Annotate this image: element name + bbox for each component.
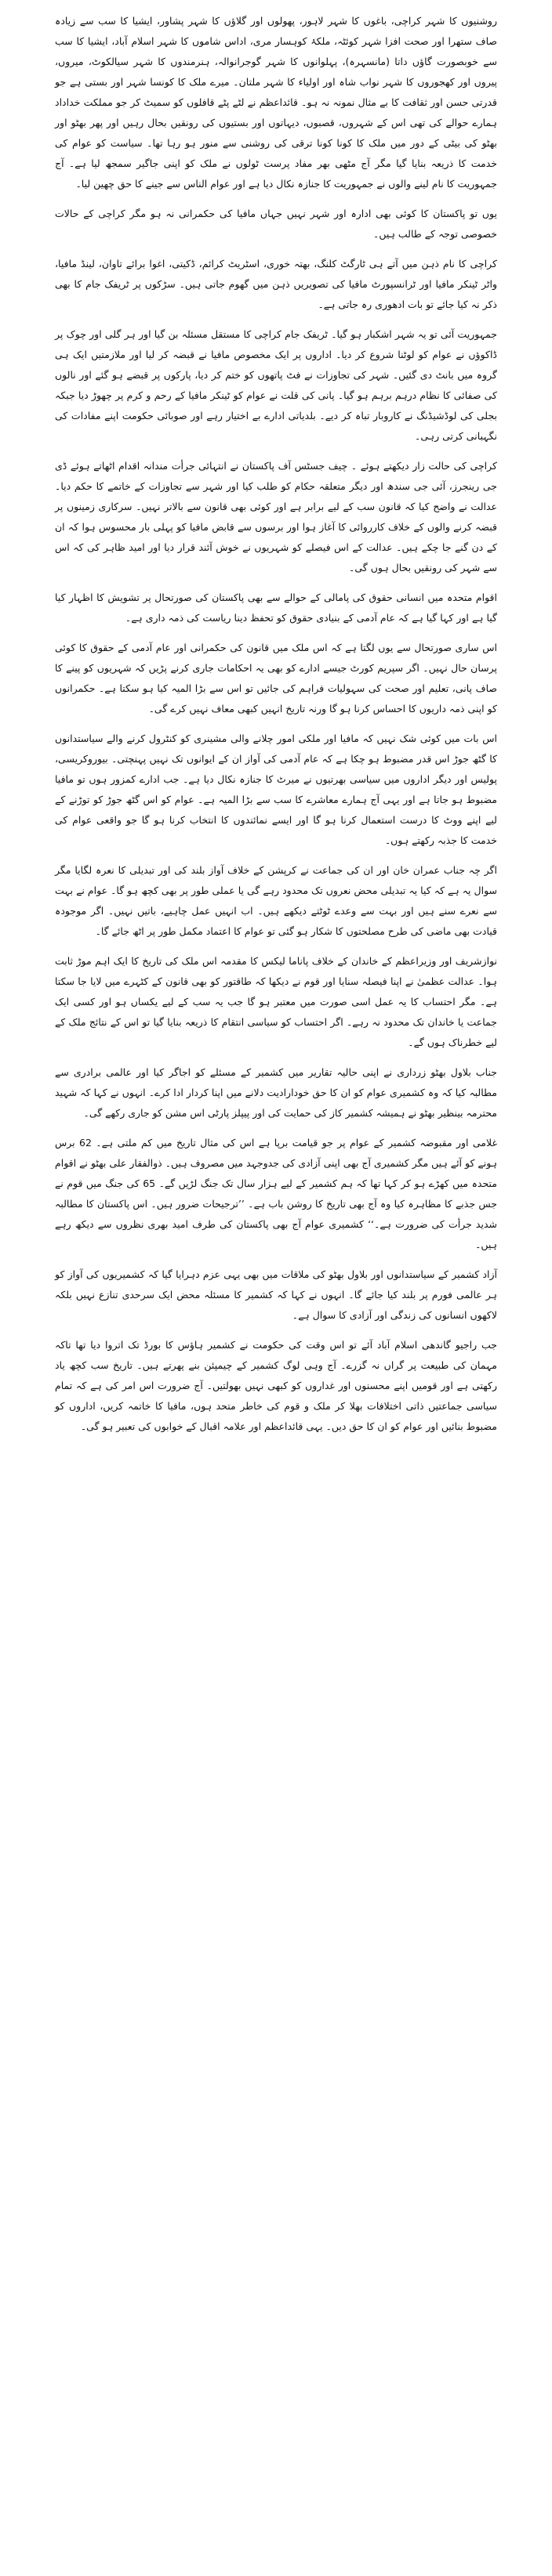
article-paragraph: کراچی کی حالت زار دیکھتے ہوئے ۔ چیف جسٹس آف پاکستان نے انتہائی جرأت مندانہ اقدام اٹھاتے ہوئے ڈی جی رینجرز، آئی جی سندھ اور دیگر متعلقہ حکام کو طلب کیا اور شہر سے تجاوزات کے خاتمے کا حکم دیا۔ عدالت نے واضح کیا کہ قانون سب کے لیے برابر ہے اور کوئی بھی قانون سے بالاتر نہیں۔ سرکاری زمینوں پر قبضہ کرنے والوں کے خلاف کارروائی کا آغاز ہوا اور برسوں سے قابض مافیا کو پہلی بار محسوس ہوا کہ ان کے دن گنے جا چکے ہیں۔ عدالت کے اس فیصلے کو شہریوں نے خوش آئند قرار دیا اور امید ظاہر کی کہ اس سے شہر کی رونقیں بحال ہوں گی۔ xyxy=(55,460,497,573)
article-paragraph: جناب بلاول بھٹو زرداری نے اپنی حالیہ تقاریر میں کشمیر کے مسئلے کو اجاگر کیا اور عالمی برادری سے مطالبہ کیا کہ وہ کشمیری عوام کو ان کا حق خودارادیت دلانے میں اپنا کردار ادا کرے۔ انہوں نے کہا کہ شہید محترمہ بینظیر بھٹو نے ہمیشہ کشمیر کاز کی حمایت کی اور پیپلز پارٹی اس مشن کو جاری رکھے گی۔ xyxy=(55,1066,497,1119)
article-paragraph: جب راجیو گاندھی اسلام آباد آئے تو اس وقت کی حکومت نے کشمیر ہاؤس کا بورڈ تک اتروا دیا تھا تاکہ مہمان کی طبیعت پر گراں نہ گزرے۔ آج وہی لوگ کشمیر کے چیمپئن بنے پھرتے ہیں۔ تاریخ سب کچھ یاد رکھتی ہے اور قومیں اپنے محسنوں اور غداروں کو کبھی نہیں بھولتیں۔ آج ضرورت اس امر کی ہے کہ تمام سیاسی جماعتیں ذاتی اختلافات بھلا کر ملک و قوم کی خاطر متحد ہوں، مافیا کا خاتمہ کریں، اداروں کو مضبوط بنائیں اور عوام کو ان کا حق دیں۔ یہی قائداعظم اور علامہ اقبال کے خوابوں کی تعبیر ہو گی۔ xyxy=(55,1339,497,1432)
article-paragraph: اقوام متحدہ میں انسانی حقوق کی پامالی کے حوالے سے بھی پاکستان کی صورتحال پر تشویش کا اظہار کیا گیا ہے اور کہا گیا ہے کہ عام آدمی کے بنیادی حقوق کو تحفظ دینا ریاست کی ذمہ داری ہے۔ xyxy=(55,592,497,624)
article-paragraph: کراچی کا نام ذہن میں آتے ہی ٹارگٹ کلنگ، بھتہ خوری، اسٹریٹ کرائم، ڈکیتی، اغوا برائے تاوان، لینڈ مافیا، واٹر ٹینکر مافیا اور ٹرانسپورٹ مافیا کی تصویریں ذہن میں گھوم جاتی ہیں۔ سڑکوں پر ٹریفک جام کا بھی ذکر نہ کیا جائے تو بات ادھوری رہ جاتی ہے۔ xyxy=(55,258,497,310)
article-paragraph: غلامی اور مقبوضہ کشمیر کے عوام پر جو قیامت برپا ہے اس کی مثال تاریخ میں کم ملتی ہے۔ 62 برس ہونے کو آئے ہیں مگر کشمیری آج بھی اپنی آزادی کی جدوجہد میں مصروف ہیں۔ ذوالفقار علی بھٹو نے اقوام متحدہ میں کھڑے ہو کر کہا تھا کہ ہم کشمیر کے لیے ہزار سال تک جنگ لڑیں گے۔ 65 کی جنگ میں قوم نے جس جذبے کا مظاہرہ کیا وہ آج بھی تاریخ کا روشن باب ہے۔ ’’ترجیحات ضرور ہیں۔ اس پاکستان کا مطالبہ شدید جرأت کی ضرورت ہے۔‘‘ کشمیری عوام آج بھی پاکستان کی طرف امید بھری نظروں سے دیکھ رہے ہیں۔ xyxy=(55,1137,497,1250)
article-paragraph: اس ساری صورتحال سے یوں لگتا ہے کہ اس ملک میں قانون کی حکمرانی اور عام آدمی کے حقوق کا کوئی پرسان حال نہیں۔ اگر سپریم کورٹ جیسے ادارے کو بھی یہ احکامات جاری کرنے پڑیں کہ شہریوں کو پینے کا صاف پانی، تعلیم اور صحت کی سہولیات فراہم کی جائیں تو اس سے بڑا المیہ کیا ہو سکتا ہے۔ حکمرانوں کو اپنی ذمہ داریوں کا احساس کرنا ہو گا ورنہ تاریخ انہیں کبھی معاف نہیں کرے گی۔ xyxy=(55,642,497,715)
article-paragraph: روشنیوں کا شہر کراچی، باغوں کا شہر لاہور، پھولوں اور گلاؤں کا شہر پشاور، ایشیا کا سب سے زیادہ صاف ستھرا اور صحت افزا شہر کوئٹہ، ملکۂ کوہسار مری، اداس شاموں کا شہر اسلام آباد، ایشیا کا سب سے خوبصورت گاؤں داتا (مانسہرہ)، پہلوانوں کا شہر گوجرانوالہ، ہنرمندوں کا شہر سیالکوٹ، میروں، پیروں اور کھجوروں کا شہر نواب شاہ اور اولیاء کا شہر ملتان۔ میرے ملک کا کونسا شہر اور بستی ہے جو قدرتی حسن اور ثقافت کا بے مثال نمونہ نہ ہو۔ قائداعظم نے لٹے پٹے قافلوں کو سمیٹ کر جو مملکت خداداد ہمارے حوالے کی تھی اس کے شہروں، قصبوں، دیہاتوں اور بستیوں کی رونقیں بحال رہیں اور پھر بھٹو اور بھٹو کی بیٹی کے دور میں ملک کا کونا کونا ترقی کی روشنی سے منور ہو رہا تھا۔ سیاست کو عوام کی خدمت کا ذریعہ بنایا گیا مگر آج مٹھی بھر مفاد پرست ٹولوں نے ملک کو اپنی جاگیر سمجھ لیا ہے۔ آج جمہوریت کا نام لینے والوں نے جمہوریت کا جنازہ نکال دیا ہے اور عوام الناس سے جینے کا حق چھین لیا۔ xyxy=(55,15,497,190)
article-paragraph: نوازشریف اور وزیراعظم کے خاندان کے خلاف پاناما لیکس کا مقدمہ اس ملک کی تاریخ کا ایک اہم موڑ ثابت ہوا۔ عدالت عظمیٰ نے اپنا فیصلہ سنایا اور قوم نے دیکھا کہ طاقتور کو بھی قانون کے کٹہرے میں لایا جا سکتا ہے۔ مگر احتساب کا یہ عمل اسی صورت میں معتبر ہو گا جب یہ سب کے لیے یکساں ہو اور کسی ایک جماعت یا خاندان تک محدود نہ رہے۔ اگر احتساب کو سیاسی انتقام کا ذریعہ بنایا گیا تو اس کے نتائج ملک کے لیے خطرناک ہوں گے۔ xyxy=(55,955,497,1048)
article-paragraph: آزاد کشمیر کے سیاستدانوں اور بلاول بھٹو کی ملاقات میں بھی یہی عزم دہرایا گیا کہ کشمیریوں کی آواز کو ہر عالمی فورم پر بلند کیا جائے گا۔ انہوں نے کہا کہ کشمیر کا مسئلہ محض ایک سرحدی تنازع نہیں بلکہ لاکھوں انسانوں کی زندگی اور آزادی کا سوال ہے۔ xyxy=(55,1268,497,1321)
article-paragraph: یوں تو پاکستان کا کوئی بھی ادارہ اور شہر نہیں جہاں مافیا کی حکمرانی نہ ہو مگر کراچی کے حالات خصوصی توجہ کے طالب ہیں۔ xyxy=(55,208,497,240)
article-paragraph: جمہوریت آئی تو یہ شہر اشکبار ہو گیا۔ ٹریفک جام کراچی کا مستقل مسئلہ بن گیا اور ہر گلی اور چوک پر ڈاکوؤں نے عوام کو لوٹنا شروع کر دیا۔ اداروں پر ایک مخصوص مافیا نے قبضہ کر لیا اور ملازمتیں ایک ہی گروہ میں بانٹ دی گئیں۔ شہر کی تجاوزات نے فٹ پاتھوں کو ختم کر دیا، پارکوں پر قبضے ہو گئے اور نالوں کی صفائی کا نظام درہم برہم ہو گیا۔ پانی کی قلت نے عوام کو ٹینکر مافیا کے رحم و کرم پر چھوڑ دیا جبکہ بجلی کی لوڈشیڈنگ نے کاروبار تباہ کر دیے۔ بلدیاتی ادارے بے اختیار رہے اور صوبائی حکومت اپنے مفادات کی نگہبانی کرتی رہی۔ xyxy=(55,328,497,442)
article-paragraph: اس بات میں کوئی شک نہیں کہ مافیا اور ملکی امور چلانے والی مشینری کو کنٹرول کرنے والے سیاستدانوں کا گٹھ جوڑ اس قدر مضبوط ہو چکا ہے کہ عام آدمی کی آواز ان کے ایوانوں تک نہیں پہنچتی۔ بیوروکریسی، پولیس اور دیگر اداروں میں سیاسی بھرتیوں نے میرٹ کا جنازہ نکال دیا ہے۔ جب ادارے کمزور ہوں تو مافیا مضبوط ہو جاتا ہے اور یہی آج ہمارے معاشرے کا سب سے بڑا المیہ ہے۔ عوام کو اس گٹھ جوڑ کو توڑنے کے لیے اپنے ووٹ کا درست استعمال کرنا ہو گا اور ایسے نمائندوں کا انتخاب کرنا ہو گا جو واقعی عوام کی خدمت کا جذبہ رکھتے ہوں۔ xyxy=(55,733,497,846)
article-paragraph: اگر چہ جناب عمران خان اور ان کی جماعت نے کرپشن کے خلاف آواز بلند کی اور تبدیلی کا نعرہ لگایا مگر سوال یہ ہے کہ کیا یہ تبدیلی محض نعروں تک محدود رہے گی یا عملی طور پر بھی کچھ ہو گا۔ عوام نے بہت سے نعرے سنے ہیں اور بہت سے وعدے ٹوٹتے دیکھے ہیں۔ اب انہیں عمل چاہیے، باتیں نہیں۔ اگر موجودہ قیادت بھی ماضی کی طرح مصلحتوں کا شکار ہو گئی تو عوام کا اعتماد مکمل طور پر اٹھ جائے گا۔ xyxy=(55,864,497,937)
